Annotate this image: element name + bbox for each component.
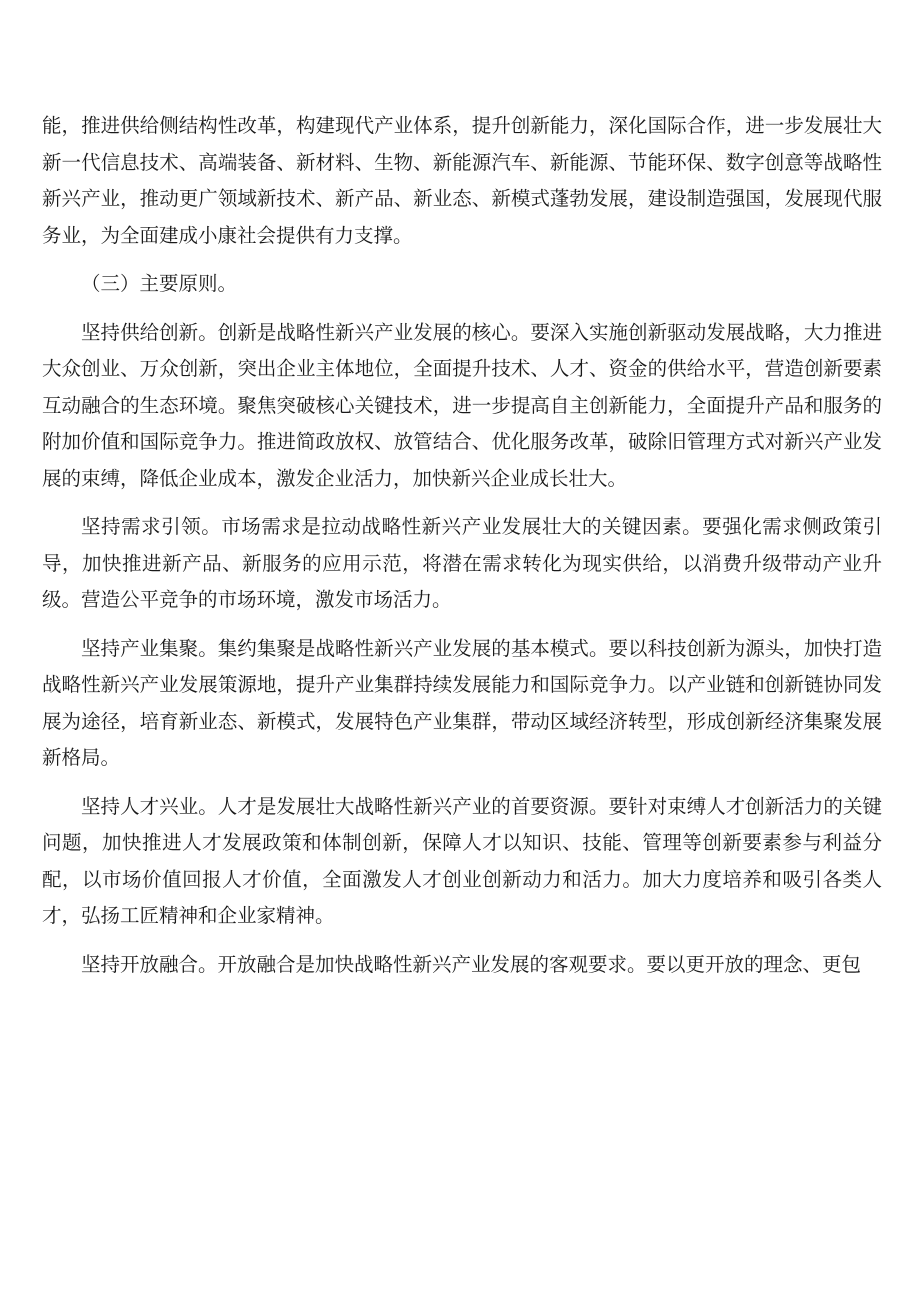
document-page bbox=[42, 108, 882, 995]
paragraph-supply-innovation: 坚持供给创新。创新是战略性新兴产业发展的核心。要深入实施创新驱动发展战略，大力推进大众创业、万众创新，突出企业主体地位，全面提升技术、人才、资金的供给水平，营造创新要素互动融合的生态环境。聚焦突破核心关键技术，进一步提高自主创新能力，全面提升产品和服务的附加价值和国际竞争力。推进简政放权、放管结合、优化服务改革，破除旧管理方式对新兴产业发展的束缚，降低企业成本，激发企业活力，加快新兴企业成长壮大。 bbox=[42, 320, 882, 490]
paragraph-openness: 坚持开放融合。开放融合是加快战略性新兴产业发展的客观要求。要以更开放的理念、更包 bbox=[81, 952, 862, 976]
paragraph-demand-guidance: 坚持需求引领。市场需求是拉动战略性新兴产业发展壮大的关键因素。要强化需求侧政策引导，加快推进新产品、新服务的应用示范，将潜在需求转化为现实供给，以消费升级带动产业升级。营造公平竞争的市场环境，激发市场活力。 bbox=[42, 515, 882, 611]
paragraph-talent: 坚持人才兴业。人才是发展壮大战略性新兴产业的首要资源。要针对束缚人才创新活力的关键问题，加快推进人才发展政策和体制创新，保障人才以知识、技能、管理等创新要素参与利益分配，以市场价值回报人才价值，全面激发人才创业创新动力和活力。加大力度培养和吸引各类人才，弘扬工匠精神和企业家精神。 bbox=[42, 794, 882, 927]
paragraph-continuation: 能，推进供给侧结构性改革，构建现代产业体系，提升创新能力，深化国际合作，进一步发展壮大新一代信息技术、高端装备、新材料、生物、新能源汽车、新能源、节能环保、数字创意等战略性新兴产业，推动更广领域新技术、新产品、新业态、新模式蓬勃发展，建设制造强国，发展现代服务业，为全面建成小康社会提供有力支撑。 bbox=[42, 114, 882, 247]
paragraph-industry-cluster: 坚持产业集聚。集约集聚是战略性新兴产业发展的基本模式。要以科技创新为源头，加快打造战略性新兴产业发展策源地，提升产业集群持续发展能力和国际竞争力。以产业链和创新链协同发展为途径，培育新业态、新模式，发展特色产业集群，带动区域经济转型，形成创新经济集聚发展新格局。 bbox=[42, 636, 882, 769]
section-heading: （三）主要原则。 bbox=[81, 272, 238, 295]
